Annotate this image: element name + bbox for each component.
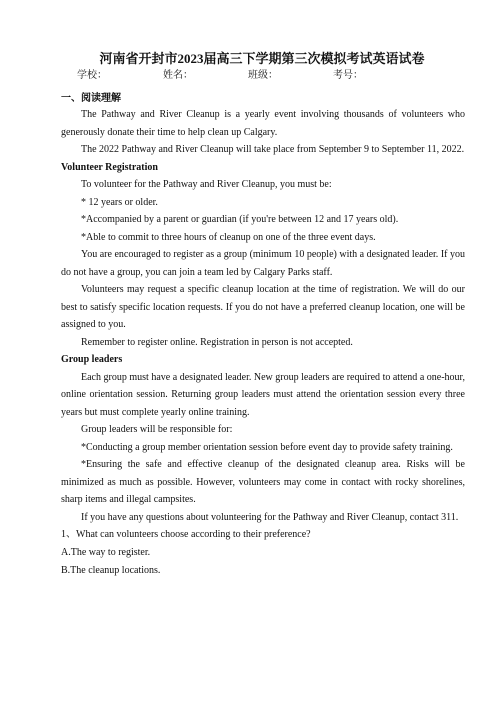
exam-number-label: 考号： (333, 70, 363, 81)
exam-title: 河南省开封市2023届高三下学期第三次模拟考试英语试卷 (99, 51, 425, 66)
requirement-item: *Accompanied by a parent or guardian (if you're between 12 and 17 years old). (81, 214, 399, 225)
passage-paragraph: If you have any questions about volunteering for the Pathway and River Cleanup, contact 311. (81, 511, 459, 523)
passage-paragraph: Volunteers may request a specific cleanup location at the time of registration. We will do our best to satisfy specific location requests. If you do not have a preferred cleanup location, one will be assigned to you. (61, 284, 465, 330)
responsibility-item: *Ensuring the safe and effective cleanup of the designated cleanup area. Risks will be minimized as much as possible. However, volunteers may come in contact with rocky shorelines, sharp items and illegal campsites. (61, 459, 465, 505)
requirement-item: * 12 years or older. (81, 196, 158, 208)
answer-option-a: A.The way to register. (61, 547, 151, 558)
class-label: 班级： (248, 70, 278, 81)
requirement-item: *Able to commit to three hours of cleanup on one of the three event days. (81, 231, 376, 243)
passage-paragraph: The 2022 Pathway and River Cleanup will take place from September 9 to September 11, 2022. (81, 144, 465, 155)
passage-heading: Group leaders (61, 354, 123, 365)
passage-heading: Volunteer Registration (61, 161, 158, 173)
passage-paragraph: Each group must have a designated leader. New group leaders are required to attend a one-hour, online orientation session. Returning group leaders must attend the orientation session every three years but must complete yearly online training. (61, 371, 465, 418)
passage-paragraph: To volunteer for the Pathway and River Cleanup, you must be: (81, 179, 332, 190)
passage-paragraph: Remember to register online. Registration in person is not accepted. (81, 336, 353, 348)
passage-paragraph: The Pathway and River Cleanup is a yearly event involving thousands of volunteers who generously donate their time to help clean up Calgary. (61, 109, 465, 138)
question-stem: 1、What can volunteers choose according to their preference? (61, 529, 311, 540)
school-label: 学校： (77, 70, 107, 81)
name-label: 姓名： (163, 70, 193, 81)
answer-option-b: B.The cleanup locations. (61, 565, 161, 576)
section-title: 一、阅读理解 (61, 93, 121, 104)
student-info-line (77, 69, 465, 83)
passage-paragraph: You are encouraged to register as a group (minimum 10 people) with a designated leader. If you do not have a group, you can join a team led by Calgary Parks staff. (61, 249, 465, 278)
passage-paragraph: Group leaders will be responsible for: (81, 424, 233, 435)
responsibility-item: *Conducting a group member orientation session before event day to provide safety training. (81, 441, 453, 453)
